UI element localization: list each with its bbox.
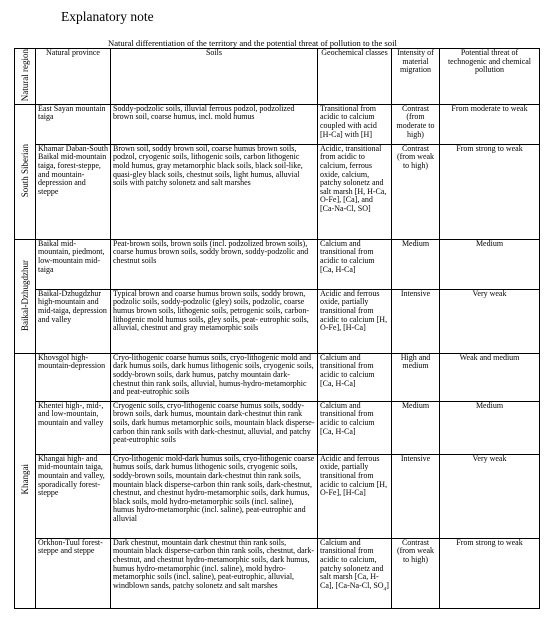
geochem-subscript: 4 (383, 586, 387, 593)
header-threat: Potential threat of technogenic and chemical pollution (440, 49, 540, 105)
header-geochem: Geochemical classes (318, 49, 392, 105)
province-cell: Baikal mid-mountain, piedmont, low-mountain mid-taiga (36, 239, 111, 289)
province-cell: Khentei high-, mid-, and low-mountain, mountain and valley (36, 401, 111, 454)
header-province: Natural province (36, 49, 111, 105)
table-row (15, 104, 540, 144)
table-row (15, 401, 540, 454)
geochem-bracket: ] (386, 580, 389, 590)
intensity-cell: High and medium (392, 353, 440, 401)
threat-cell: From strong to weak (440, 538, 540, 608)
geochem-cell: Transitional from acidic to calcium coupled with acid [H-Ca] with [H] (318, 104, 392, 144)
intensity-cell: Contrast (from moderate to high) (392, 104, 440, 144)
header-region: Natural region (15, 49, 36, 105)
geochem-cell: Acidic and ferrous oxide, partially transitional from acidic to calcium [H, O-Fe], [H-Ca] (318, 289, 392, 353)
table-caption: Natural differentiation of the territory and the potential threat of pollution to the soil (108, 38, 397, 48)
geochem-cell: Calcium and transitional from acidic to calcium [Ca, H-Ca] (318, 239, 392, 289)
province-cell: Khovsgol high-mountain-depression (36, 353, 111, 401)
geochem-text: Calcium and transitional from acidic to calcium, patchy solonetz and salt marsh [Ca, H-Ca], [Ca-Na-Cl, SO (320, 537, 384, 590)
soils-cell: Cryo-lithogenic mold-dark humus soils, cryo-lithogenic coarse humus soils, dark humus lithogenic soils, cryogenic soils, soddy-brown soils, mountain dark-chestnut thin rank soils, mountain black disperse-carbon thin rank soils, dark-chestnut, chestnut, and chestnut hydro-metamorphic soils, dark humus, black soils, mold hydro-metamorphic soils (incl. saline), humus hydro-metamorphic (incl. saline), peat-eutrophic and alluvial (111, 454, 318, 538)
soils-cell: Cryo-lithogenic coarse humus soils, cryo-lithogenic mold and dark humus soils, dark humus lithogenic soils, cryogenic soils, soddy-brown soils, dark humus, patchy mountain dark-chestnut thin rank soils, alluvial, humus-hydro-metamorphic and peat-eutrophic soils (111, 353, 318, 401)
threat-cell: Very weak (440, 454, 540, 538)
region-baikal-dzhugdzhur: Baikal-Dzhugdzhur (15, 239, 36, 353)
intensity-cell: Contrast (from weak to high) (392, 144, 440, 239)
intensity-cell: Intensive (392, 289, 440, 353)
soils-cell: Cryogenic soils, cryo-lithogenic coarse humus soils, soddy-brown soils, dark humus, mountain dark-chestnut thin rank soils, dark humus metamorphic soils, mountain black disperse-carbon thin rank soils with dark-chestnut, alluvial, and patchy peat-eutrophic soils (111, 401, 318, 454)
geochem-cell: Acidic, transitional from acidic to calcium, ferrous oxide, calcium, patchy solonetz and salt marsh [H, H-Ca, O-Fe], [Ca], and [Ca-Na-Cl, SO] (318, 144, 392, 239)
header-intensity: Intensity of material migration (392, 49, 440, 105)
table-row (15, 538, 540, 608)
table-row (15, 144, 540, 239)
document-title: Explanatory note (61, 9, 154, 24)
geochem-cell (318, 538, 392, 608)
province-cell: Baikal-Dzhugdzhur high-mountain and mid-taiga, depression and valley (36, 289, 111, 353)
threat-cell: Very weak (440, 289, 540, 353)
soils-cell: Peat-brown soils, brown soils (incl. podzolized brown soils), coarse humus brown soils, soddy brown, soddy-podzolic and chestnut soils (111, 239, 318, 289)
threat-cell: From strong to weak (440, 144, 540, 239)
soils-cell: Dark chestnut, mountain dark chestnut thin rank soils, mountain black disperse-carbon thin rank soils, chestnut, dark-chestnut, and chestnut hydro-metamorphic soils, dark humus, humus hydro-metamorphic (incl. saline), mold hydro-metamorphic soils (incl. saline), peat-eutrophic, alluvial, windblown sands, patchy solonetz and salt marshes (111, 538, 318, 608)
table-row (15, 454, 540, 538)
province-cell: Orkhon-Tuul forest-steppe and steppe (36, 538, 111, 608)
soils-cell: Typical brown and coarse humus brown soils, soddy brown, podzolic soils, soddy-podzolic (gley) soils, podzolic, coarse humus brown soils, lithogenic soils, petrogenic soils, carbon-lithogenic mold humus soils, gley soils, peat- eutrophic soils, alluvial, chestnut and gray metamorphic soils (111, 289, 318, 353)
threat-cell: Weak and medium (440, 353, 540, 401)
province-cell: Khangai high- and mid-mountain taiga, mountain and valley, sporadically forest-steppe (36, 454, 111, 538)
intensity-cell: Contrast (from weak to high) (392, 538, 440, 608)
intensity-cell: Medium (392, 401, 440, 454)
geochem-cell: Calcium and transitional from acidic to calcium [Ca, H-Ca] (318, 401, 392, 454)
threat-cell: Medium (440, 239, 540, 289)
header-soils: Soils (111, 49, 318, 105)
pollution-table (14, 48, 540, 609)
intensity-cell: Intensive (392, 454, 440, 538)
soils-cell: Soddy-podzolic soils, illuvial ferrous podzol, podzolized brown soil, coarse humus, incl. mold humus (111, 104, 318, 144)
table-row (15, 353, 540, 401)
header-row (15, 49, 540, 105)
province-cell: Khamar Daban-South Baikal mid-mountain taiga, forest-steppe, and mountain-depression and steppe (36, 144, 111, 239)
province-cell: East Sayan mountain taiga (36, 104, 111, 144)
region-khangai: Khangai (15, 353, 36, 608)
region-south-siberian: South Siberian (15, 104, 36, 239)
threat-cell: Medium (440, 401, 540, 454)
table-row (15, 239, 540, 289)
table-row (15, 289, 540, 353)
soils-cell: Brown soil, soddy brown soil, coarse humus brown soils, podzol, cryogenic soils, lithogenic soils, carbon lithogenic mold humus, gray metamorphic black soils, black soil-like, quasi-gley black soils, chestnut soils, light humus, alluvial soils with patchy solonetz and salt marshes (111, 144, 318, 239)
threat-cell: From moderate to weak (440, 104, 540, 144)
geochem-cell: Calcium and transitional from acidic to calcium [Ca, H-Ca] (318, 353, 392, 401)
geochem-cell: Acidic and ferrous oxide, partially transitional from acidic to calcium [H, O-Fe], [H-Ca] (318, 454, 392, 538)
intensity-cell: Medium (392, 239, 440, 289)
